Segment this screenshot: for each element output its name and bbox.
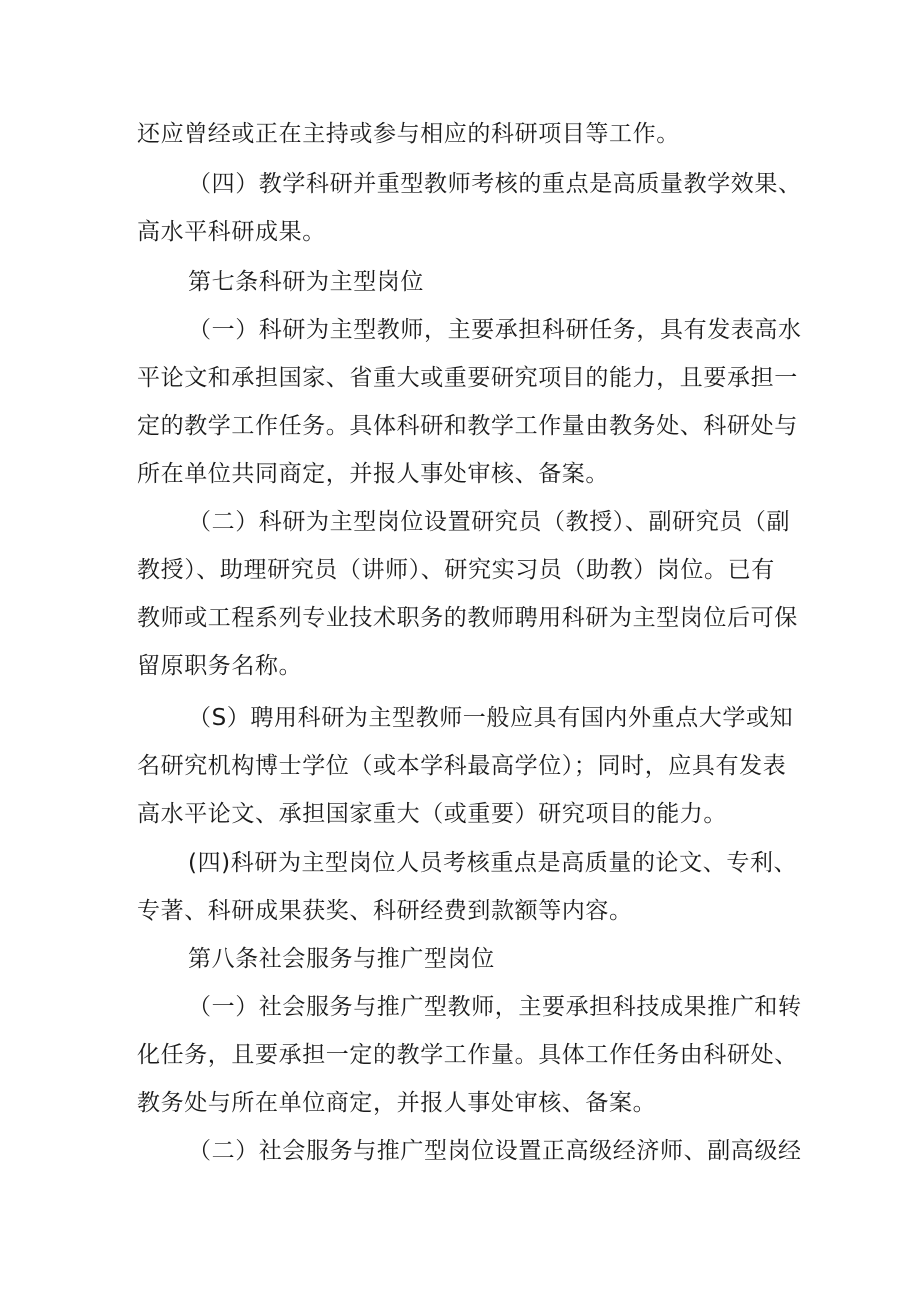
paragraph-line: 高水平科研成果。 xyxy=(137,219,326,245)
paragraph-line: (四)科研为主型岗位人员考核重点是高质量的论文、专利、 xyxy=(188,850,798,876)
paragraph-line: （一）科研为主型教师，主要承担科研任务，具有发表高水 xyxy=(188,317,802,343)
paragraph-line: （二）科研为主型岗位设置研究员（教授）、副研究员（副 xyxy=(188,509,791,535)
paragraph-line: 化任务，且要承担一定的教学工作量。具体工作任务由科研处、 xyxy=(137,1042,798,1068)
paragraph-line: （四）教学科研并重型教师考核的重点是高质量教学效果、 xyxy=(188,171,802,197)
paragraph-line: 名研究机构博士学位（或本学科最高学位）；同时，应具有发表 xyxy=(137,753,787,779)
paragraph-line: （S）聘用科研为主型教师一般应具有国内外重点大学或知 xyxy=(188,705,794,731)
paragraph-line: 留原职务名称。 xyxy=(137,653,303,679)
section-heading: 第七条科研为主型岗位 xyxy=(188,269,424,295)
paragraph-line: 所在单位共同商定，并报人事处审核、备案。 xyxy=(137,461,609,487)
paragraph-line: 教授）、助理研究员（讲师）、研究实习员（助教）岗位。已有 xyxy=(137,557,775,583)
paragraph-line: （一）社会服务与推广型教师，主要承担科技成果推广和转 xyxy=(188,994,802,1020)
paragraph-line: 专著、科研成果获奖、科研经费到款额等内容。 xyxy=(137,898,633,924)
section-heading: 第八条社会服务与推广型岗位 xyxy=(188,946,495,972)
paragraph-line: 教师或工程系列专业技术职务的教师聘用科研为主型岗位后可保 xyxy=(137,605,798,631)
paragraph-line: （二）社会服务与推广型岗位设置正高级经济师、副高级经 xyxy=(188,1138,802,1164)
paragraph-line: 还应曾经或正在主持或参与相应的科研项目等工作。 xyxy=(137,121,680,147)
paragraph-line: 定的教学工作任务。具体科研和教学工作量由教务处、科研处与 xyxy=(137,413,798,439)
paragraph-line: 高水平论文、承担国家重大（或重要）研究项目的能力。 xyxy=(137,801,727,827)
paragraph-line: 平论文和承担国家、省重大或重要研究项目的能力，且要承担一 xyxy=(137,365,798,391)
paragraph-line: 教务处与所在单位商定，并报人事处审核、备案。 xyxy=(137,1090,657,1116)
